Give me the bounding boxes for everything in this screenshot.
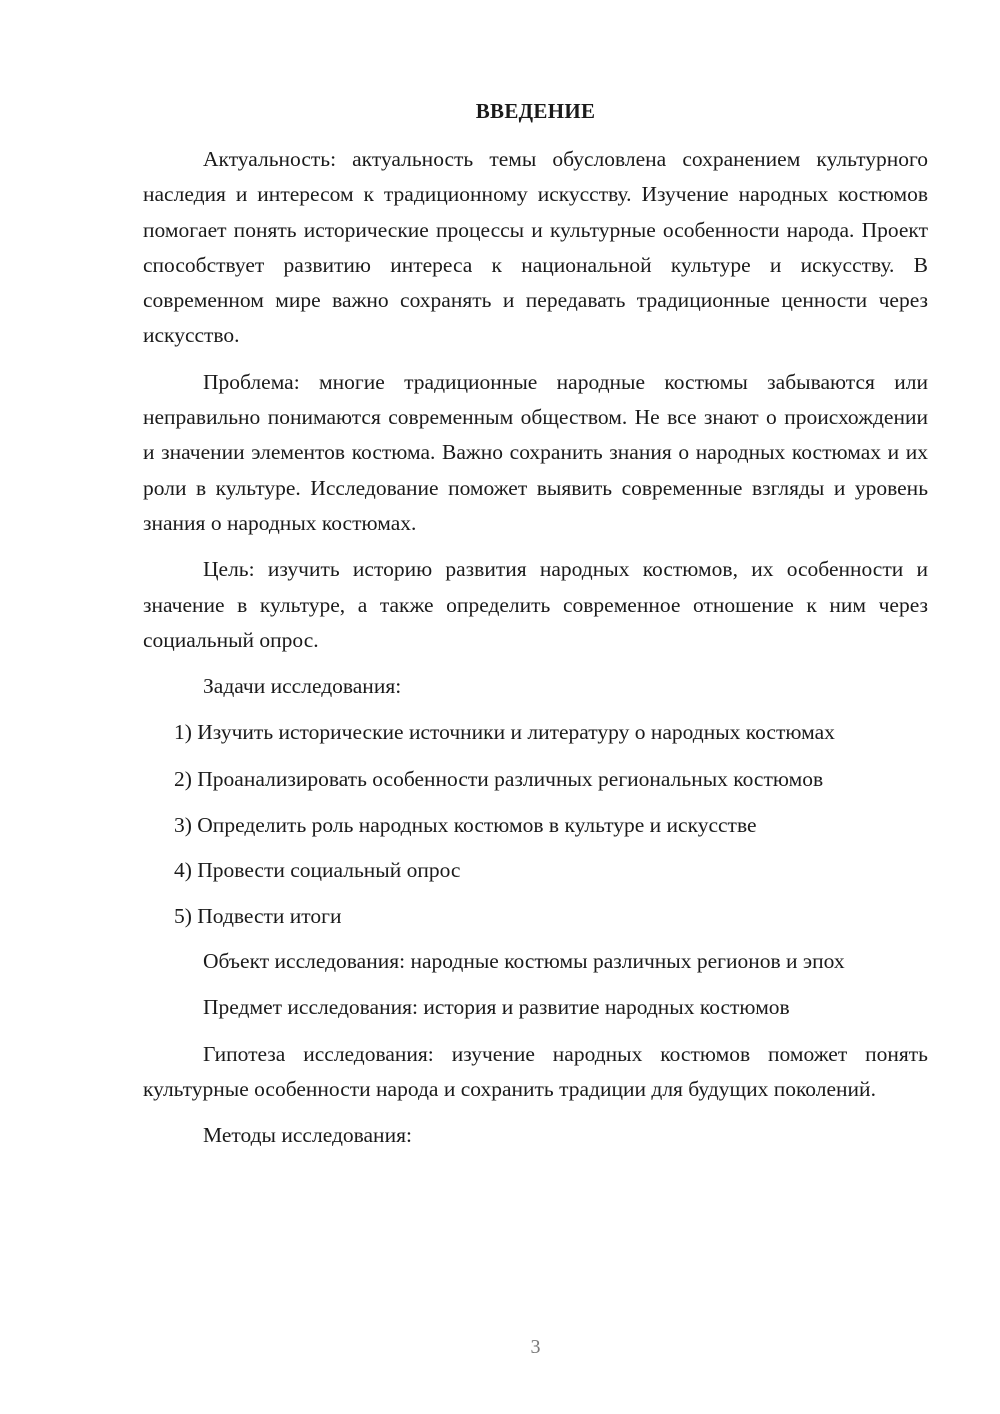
hypothesis-paragraph: Гипотеза исследования: изучение народных костюмов поможет понять культурные особенности народа и сохранить традиции для будущих поколений. [143,1041,928,1101]
section-heading: ВВЕДЕНИЕ [475,99,596,123]
task-item: 2) Проанализировать особенности различных региональных костюмов [174,766,824,791]
tasks-heading: Задачи исследования: [203,674,402,699]
task-item: 4) Провести социальный опрос [174,858,461,883]
page-number: 3 [530,1336,541,1358]
document-page [143,0,928,1414]
document-body [143,142,928,1164]
subject-paragraph: Предмет исследования: история и развитие народных костюмов [203,995,790,1020]
task-item: 3) Определить роль народных костюмов в культуре и искусстве [174,813,757,838]
goal-paragraph: Цель: изучить историю развития народных костюмов, их особенности и значение в культуре, а также определить современное отношение к ним через социальный опрос. [143,557,928,652]
object-paragraph: Объект исследования: народные костюмы различных регионов и эпох [203,948,845,973]
problem-paragraph: Проблема: многие традиционные народные костюмы забываются или неправильно понимаются современным обществом. Не все знают о происхождении и значении элементов костюма. Важно сохранить знания о народных костюмах и их роли в культуре. Исследование поможет выявить современные взгляды и уровень знания о народных костюмах. [143,369,928,535]
relevance-paragraph: Актуальность: актуальность темы обусловлена сохранением культурного наследия и интересом к традиционному искусству. Изучение народных костюмов помогает понять исторические процессы и культурные особенности народа. Проект способствует развитию интереса к национальной культуре и искусству. В современном мире важно сохранять и передавать традиционные ценности через искусство. [143,147,928,348]
methods-heading: Методы исследования: [203,1123,412,1148]
task-item: 1) Изучить исторические источники и литературу о народных костюмах [174,720,835,745]
task-item: 5) Подвести итоги [174,903,342,928]
